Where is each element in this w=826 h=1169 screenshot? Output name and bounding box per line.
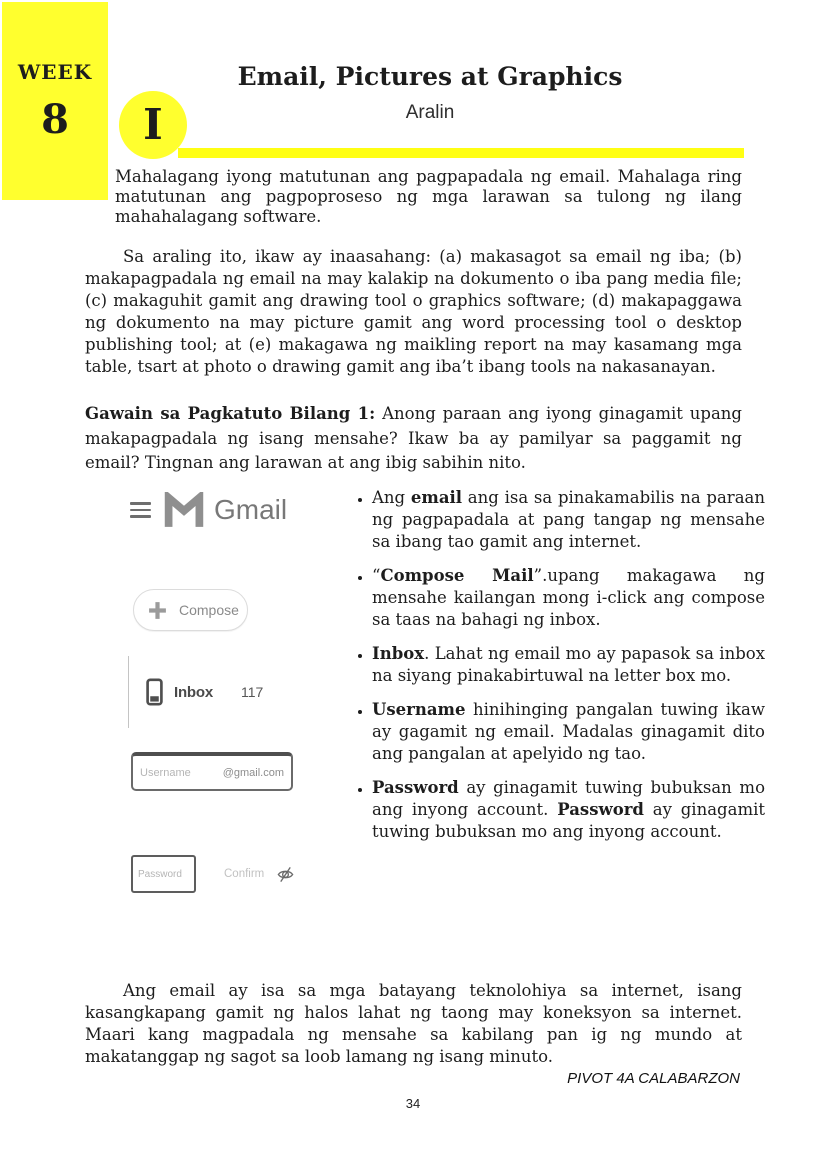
bullet-list — [350, 487, 765, 855]
footer-brand: PIVOT 4A CALABARZON — [567, 1070, 740, 1087]
paragraph-text: Mahalagang iyong matutunan ang pagpapadala ng email. Mahalaga ring matutunan ang pagpoproseso ng mga larawan sa tulong ng ilang mahahalagang software. — [115, 167, 742, 226]
bullet-item-inbox: • Inbox. Lahat ng email mo ay papasok sa inbox na siyang pinakabirtuwal na letter box mo. — [372, 643, 765, 687]
paragraph-text: Ang email ay isa sa mga batayang teknolohiya sa internet, isang kasangkapang gamit ng halos lahat ng taong may koneksyon sa internet. Maari kang magpadala ng mensahe sa kabilang pan ig ng mundo at makatanggap ng sagot sa loob lamang ng isang minuto. — [85, 981, 742, 1066]
divider-line — [128, 656, 129, 728]
inbox-count: 117 — [241, 684, 264, 700]
visibility-off-icon — [276, 865, 295, 884]
week-label: WEEK — [17, 60, 93, 84]
password-field-image — [131, 855, 196, 893]
activity-paragraph — [85, 402, 742, 476]
wrap-spacer — [85, 167, 115, 209]
compose-button-image — [133, 589, 248, 631]
section-letter: I — [143, 100, 163, 149]
page-number: 34 — [405, 1096, 421, 1111]
plus-icon — [147, 600, 168, 621]
intro-paragraph-1 — [85, 167, 742, 227]
compose-label: Compose — [179, 602, 239, 618]
inbox-row-image — [128, 656, 263, 728]
username-placeholder: Username — [140, 766, 191, 779]
intro-paragraph-2 — [85, 246, 742, 378]
week-number: 8 — [41, 96, 69, 143]
confirm-label: Confirm — [224, 868, 265, 880]
title-block — [150, 62, 710, 124]
username-domain-suffix: @gmail.com — [222, 766, 284, 779]
page-subtitle: Aralin — [405, 102, 455, 123]
page-title: Email, Pictures at Graphics — [237, 62, 623, 91]
password-row-image — [131, 855, 295, 893]
username-field-image — [131, 752, 293, 791]
gmail-m-icon — [164, 492, 204, 528]
bullet-item-compose: • “Compose Mail”.upang makagawa ng mensahe kailangan mong i-click ang compose sa taas na bahagi ng inbox. — [372, 565, 765, 631]
accent-divider-bar — [178, 148, 744, 158]
inbox-phone-icon — [146, 677, 163, 707]
bullet-item-username: • Username hinihinging pangalan tuwing ikaw ay gagamit ng email. Madalas ginagamit dito ang pangalan at apelyido ng tao. — [372, 699, 765, 765]
gmail-logo-image — [130, 487, 287, 533]
hamburger-menu-icon — [130, 499, 151, 522]
bullet-item-email: • Ang email ang isa sa pinakamabilis na paraan ng pagpapadala at pang tangap ng mensahe sa ibang tao gamit ang internet. — [372, 487, 765, 553]
gmail-wordmark: Gmail — [214, 494, 288, 525]
inbox-label: Inbox — [174, 683, 213, 701]
paragraph-text: Sa araling ito, ikaw ay inaasahang: (a) makasagot sa email ng iba; (b) makapagpadala ng email na may kalakip na dokumento o iba pang media file; (c) makaguhit gamit ang drawing tool o graphics software; (d) makapaggawa ng dokumento na may picture gamit ang word processing tool o desktop publishing tool; at (e) makagawa ng maikling report na may kasamang mga table, tsart at photo o drawing gamit ang iba’t ibang tools na nakasanayan. — [85, 247, 742, 376]
closing-paragraph — [85, 980, 742, 1068]
activity-label: Gawain sa Pagkatuto Bilang 1: — [85, 404, 376, 423]
password-placeholder: Password — [138, 868, 182, 880]
bullet-item-password: • Password ay ginagamit tuwing bubuksan mo ang inyong account. Password ay ginagamit tuwing bubuksan mo ang inyong account. — [372, 777, 765, 843]
activity-text: Anong paraan ang iyong ginagamit upang makapagpadala ng isang mensahe? Ikaw ba ay pamilyar sa paggamit ng email? Tingnan ang larawan at ang ibig sabihin nito. — [85, 404, 742, 472]
